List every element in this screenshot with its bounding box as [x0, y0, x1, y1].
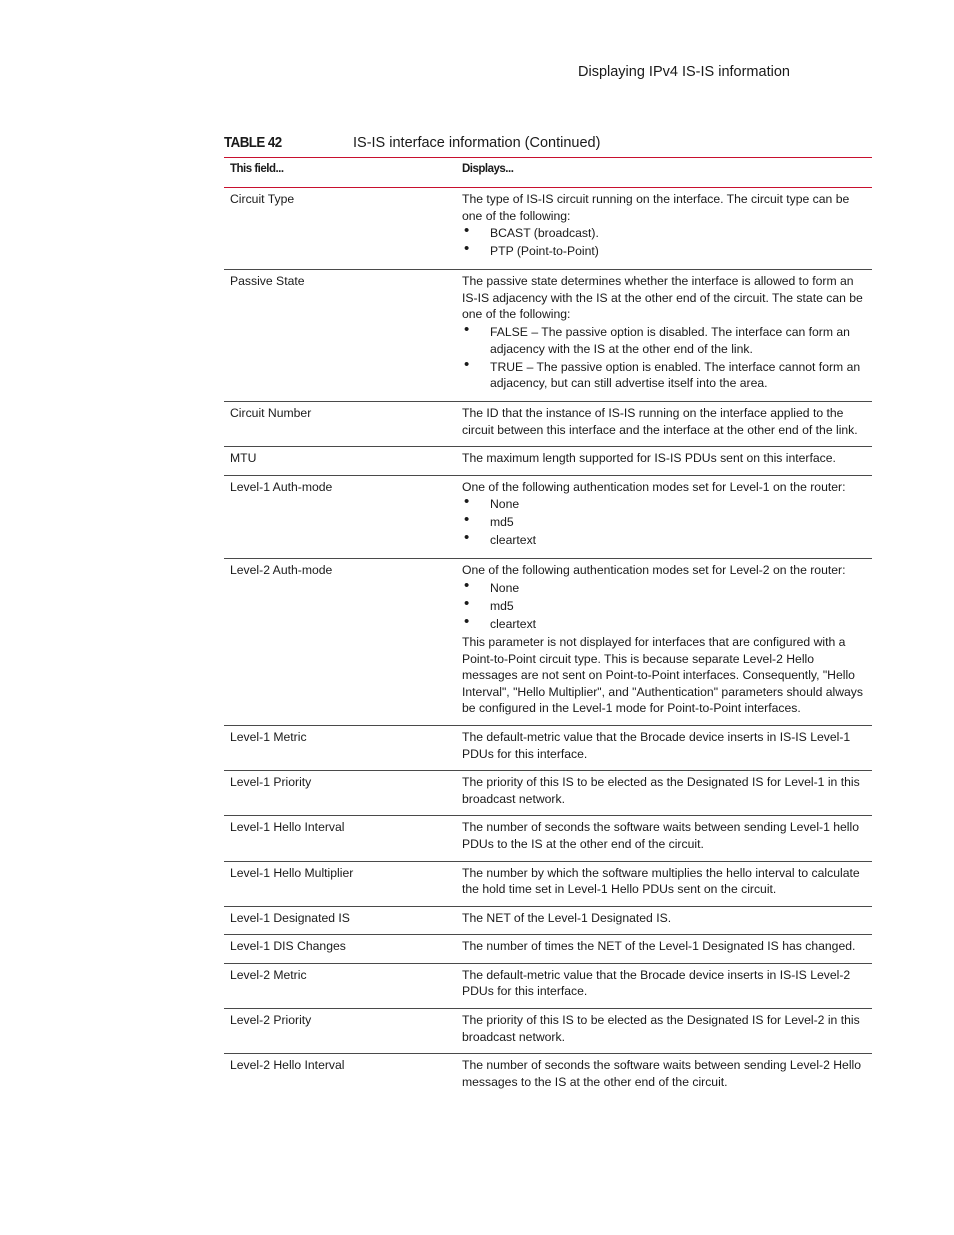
field-cell: MTU: [230, 451, 257, 466]
list-item: • cleartext: [462, 532, 872, 549]
table-row: [224, 559, 872, 726]
field-cell: Level-2 Hello Interval: [230, 1058, 345, 1073]
display-cell: [456, 729, 872, 762]
display-text: The number of times the NET of the Level-1 Designated IS has changed.: [462, 939, 856, 954]
display-cell: [456, 910, 872, 927]
table-row: [224, 862, 872, 907]
table-row: [224, 726, 872, 771]
table-row: [224, 476, 872, 560]
list-item: • FALSE – The passive option is disabled. The interface can form an adjacency with the IS at the other end of the link.: [462, 324, 872, 357]
list-item: • cleartext: [462, 616, 872, 633]
display-text: The ID that the instance of IS-IS running on the interface applied to the circuit between this interface and the interface at the other end of the link.: [462, 406, 858, 437]
display-cell: [456, 865, 872, 898]
field-cell: Level-1 Hello Interval: [230, 820, 345, 835]
table-row: [224, 270, 872, 402]
display-text: The default-metric value that the Brocade device inserts in IS-IS Level-2 PDUs for this interface.: [462, 967, 851, 999]
field-cell: Level-1 Designated IS: [230, 910, 350, 925]
field-cell: Level-2 Priority: [230, 1013, 312, 1028]
list-item: • md5: [462, 514, 872, 531]
display-text: The passive state determines whether the interface is allowed to form an IS-IS adjacency with the IS at the other end of the circuit. The state can be one of the following:: [462, 274, 863, 322]
list-item: • BCAST (broadcast).: [462, 225, 872, 242]
field-cell: Level-2 Auth-mode: [230, 563, 333, 578]
field-cell: Level-1 DIS Changes: [230, 939, 346, 954]
field-cell: Circuit Number: [230, 406, 312, 421]
display-text: The number by which the software multiplies the hello interval to calculate the hold time set in Level-1 Hello PDUs sent on the circuit.: [462, 865, 860, 897]
display-cell: [456, 562, 872, 717]
table-caption: [224, 135, 872, 157]
display-note: This parameter is not displayed for interfaces that are configured with a Point-to-Point circuit type. This is because separate Level-2 Hello messages are not sent on Point-to-Point interfaces. Consequently, "Hello Interval", "Hello Multiplier", and "Authentication" parameters should always be configured in the Level-1 mode for Point-to-Point interfaces.: [462, 634, 863, 716]
field-cell: Level-1 Metric: [230, 729, 307, 744]
display-cell: [456, 967, 872, 1000]
bullet-list: [462, 496, 872, 549]
table-row: [224, 402, 872, 447]
field-cell: Level-1 Priority: [230, 775, 312, 790]
display-cell: [456, 479, 872, 551]
list-item: • None: [462, 496, 872, 513]
display-cell: [456, 774, 872, 807]
list-item: • PTP (Point-to-Point): [462, 243, 872, 260]
bullet-list: [462, 225, 872, 260]
display-text: The priority of this IS to be elected as the Designated IS for Level-2 in this broadcast network.: [462, 1013, 860, 1044]
column-header-field: This field...: [230, 163, 284, 175]
table-top-rule: [224, 157, 872, 158]
list-item: • md5: [462, 598, 872, 615]
table-row: [224, 1054, 872, 1098]
field-cell: Level-2 Metric: [230, 967, 307, 982]
table-row: [224, 771, 872, 816]
table-body: [224, 188, 872, 1098]
display-text: One of the following authentication modes set for Level-2 on the router:: [462, 563, 846, 578]
display-text: The number of seconds the software waits between sending Level-2 Hello messages to the IS at the other end of the circuit.: [462, 1058, 862, 1089]
display-cell: [456, 1012, 872, 1045]
display-cell: [456, 405, 872, 438]
display-cell: [456, 1057, 872, 1090]
bullet-list: [462, 324, 872, 392]
display-cell: [456, 938, 872, 955]
table-row: [224, 907, 872, 936]
table-row: [224, 447, 872, 476]
field-cell: Level-1 Auth-mode: [230, 479, 333, 494]
table-label: TABLE 42: [224, 135, 282, 151]
table-row: [224, 816, 872, 861]
display-text: The number of seconds the software waits between sending Level-1 hello PDUs to the IS at the other end of the circuit.: [462, 820, 860, 851]
display-text: The default-metric value that the Brocade device inserts in IS-IS Level-1 PDUs for this interface.: [462, 729, 851, 761]
display-cell: [456, 819, 872, 852]
table-header-row: [224, 159, 872, 187]
display-text: The NET of the Level-1 Designated IS.: [462, 910, 672, 925]
display-text: The maximum length supported for IS-IS PDUs sent on this interface.: [462, 451, 836, 466]
table-title: IS-IS interface information (Continued): [353, 135, 601, 151]
table-row: [224, 964, 872, 1009]
field-cell: Passive State: [230, 274, 305, 289]
display-cell: [456, 191, 872, 261]
table-row: [224, 935, 872, 964]
field-cell: Level-1 Hello Multiplier: [230, 865, 354, 880]
field-cell: Circuit Type: [230, 192, 295, 206]
display-text: The priority of this IS to be elected as the Designated IS for Level-1 in this broadcast network.: [462, 775, 860, 806]
bullet-list: [462, 580, 872, 633]
table-row: [224, 1009, 872, 1054]
list-item: • None: [462, 580, 872, 597]
display-text: The type of IS-IS circuit running on the interface. The circuit type can be one of the following:: [462, 192, 850, 223]
display-text: One of the following authentication modes set for Level-1 on the router:: [462, 479, 846, 494]
running-header: Displaying IPv4 IS-IS information: [578, 64, 790, 80]
column-header-displays: Displays...: [462, 163, 514, 175]
list-item: • TRUE – The passive option is enabled. The interface cannot form an adjacency, but can still advertise itself into the area.: [462, 359, 872, 392]
table-row: [224, 188, 872, 270]
display-cell: [456, 273, 872, 393]
display-cell: [456, 450, 872, 467]
